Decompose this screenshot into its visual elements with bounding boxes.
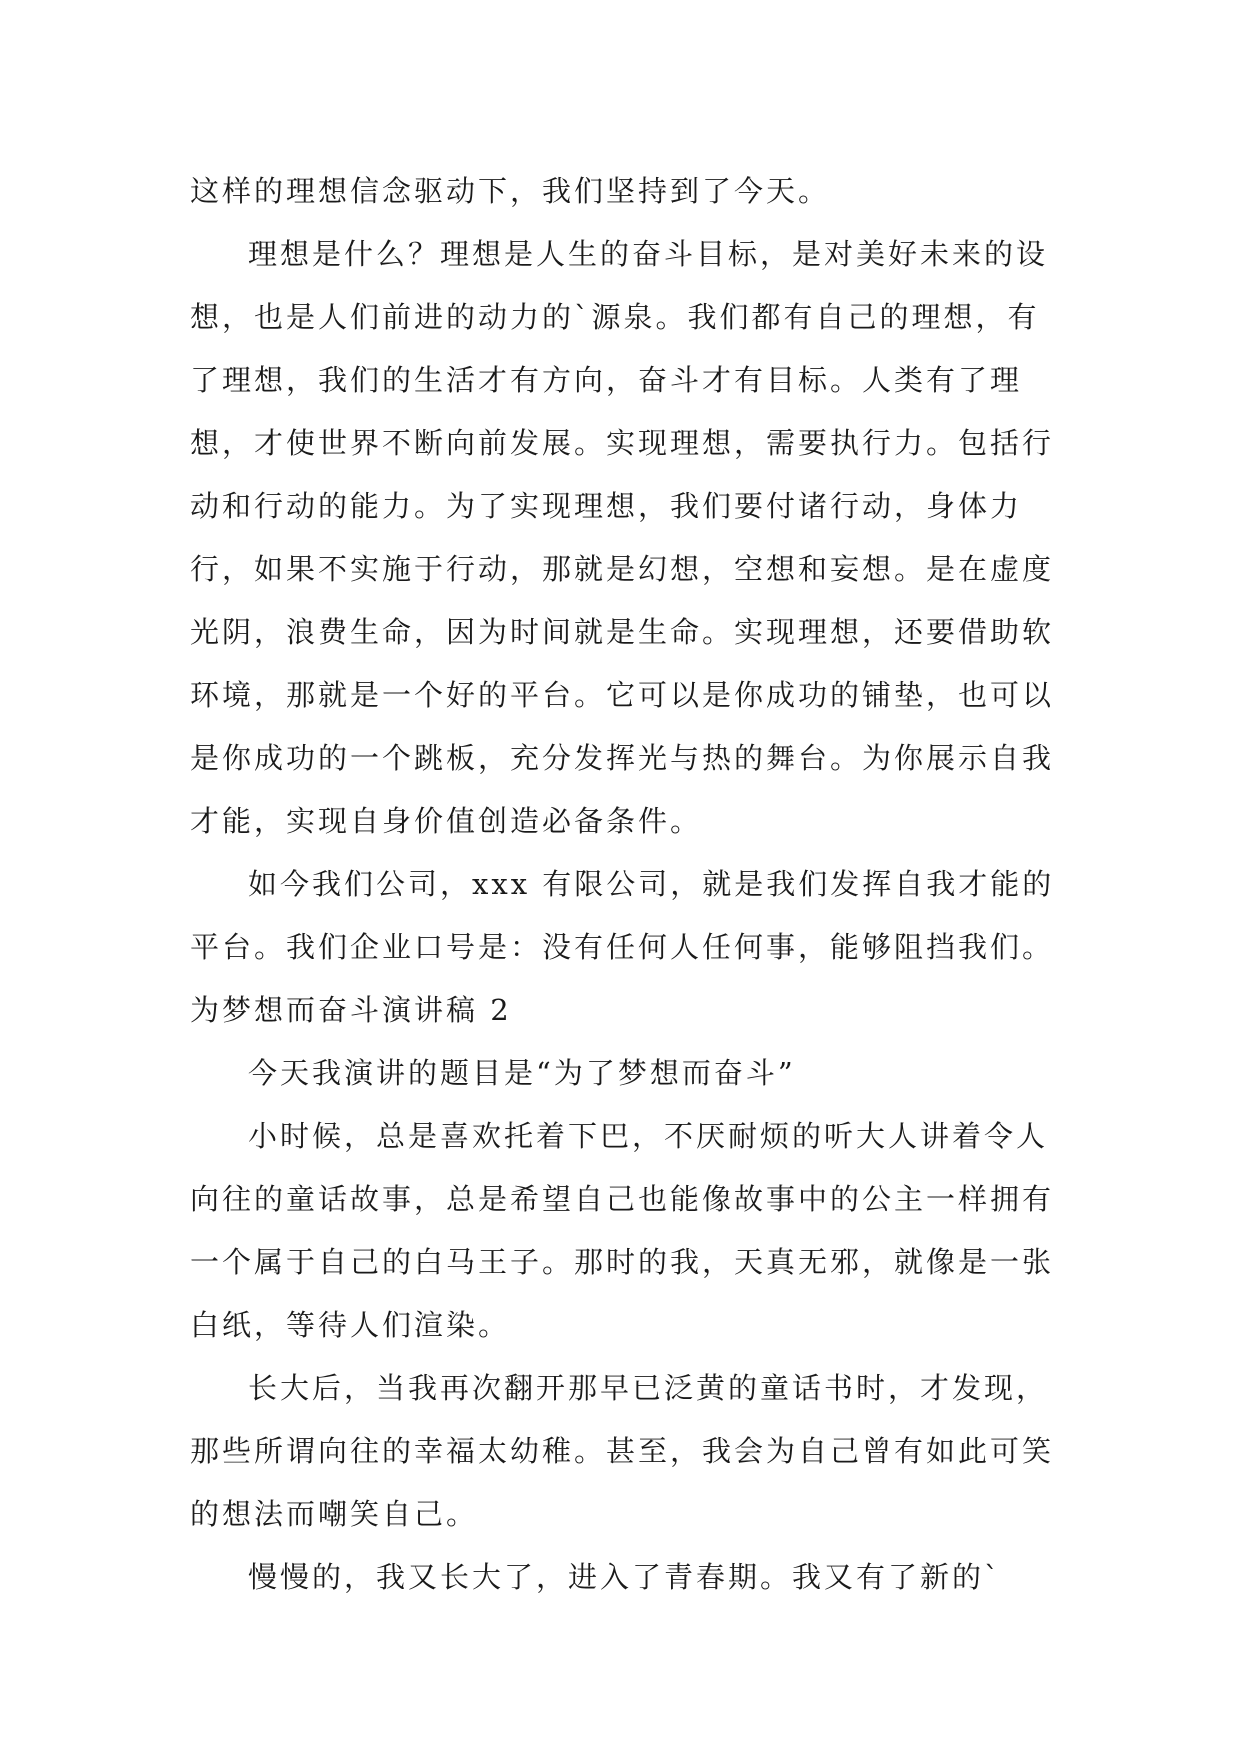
paragraph-ideal: 理想是什么？理想是人生的奋斗目标，是对美好未来的设想，也是人们前进的动力的`源泉。我们都有自己的理想，有了理想，我们的生活才有方向，奋斗才有目标。人类有了理想，才使世界不断向前发展。实现理想，需要执行力。包括行动和行动的能力。为了实现理想，我们要付诸行动，身体力行，如果不实施于行动，那就是幻想，空想和妄想。是在虚度光阴，浪费生命，因为时间就是生命。实现理想，还要借助软环境，那就是一个好的平台。它可以是你成功的铺垫，也可以是你成功的一个跳板，充分发挥光与热的舞台。为你展示自我才能，实现自身价值创造必备条件。 [190,237,1055,838]
paragraph-adolescence: 慢慢的，我又长大了，进入了青春期。我又有了新的` [248,1560,1002,1594]
paragraph-growing-up: 长大后，当我再次翻开那早已泛黄的童话书时，才发现，那些所谓向往的幸福太幼稚。甚至，我会为自己曾有如此可笑的想法而嘲笑自己。 [190,1371,1055,1531]
paragraph-company: 如今我们公司，xxx 有限公司，就是我们发挥自我才能的平台。我们企业口号是：没有任何人任何事，能够阻挡我们。 [190,867,1055,964]
document-body [190,160,1070,1609]
paragraph-childhood: 小时候，总是喜欢托着下巴，不厌耐烦的听大人讲着令人向往的童话故事，总是希望自己也能像故事中的公主一样拥有一个属于自己的白马王子。那时的我，天真无邪，就像是一张白纸，等待人们渲染。 [190,1119,1055,1342]
section-title: 为梦想而奋斗演讲稿 2 [190,993,512,1027]
paragraph-topic: 今天我演讲的题目是“为了梦想而奋斗” [248,1056,796,1090]
paragraph-continuation: 这样的理想信念驱动下，我们坚持到了今天。 [190,174,831,208]
